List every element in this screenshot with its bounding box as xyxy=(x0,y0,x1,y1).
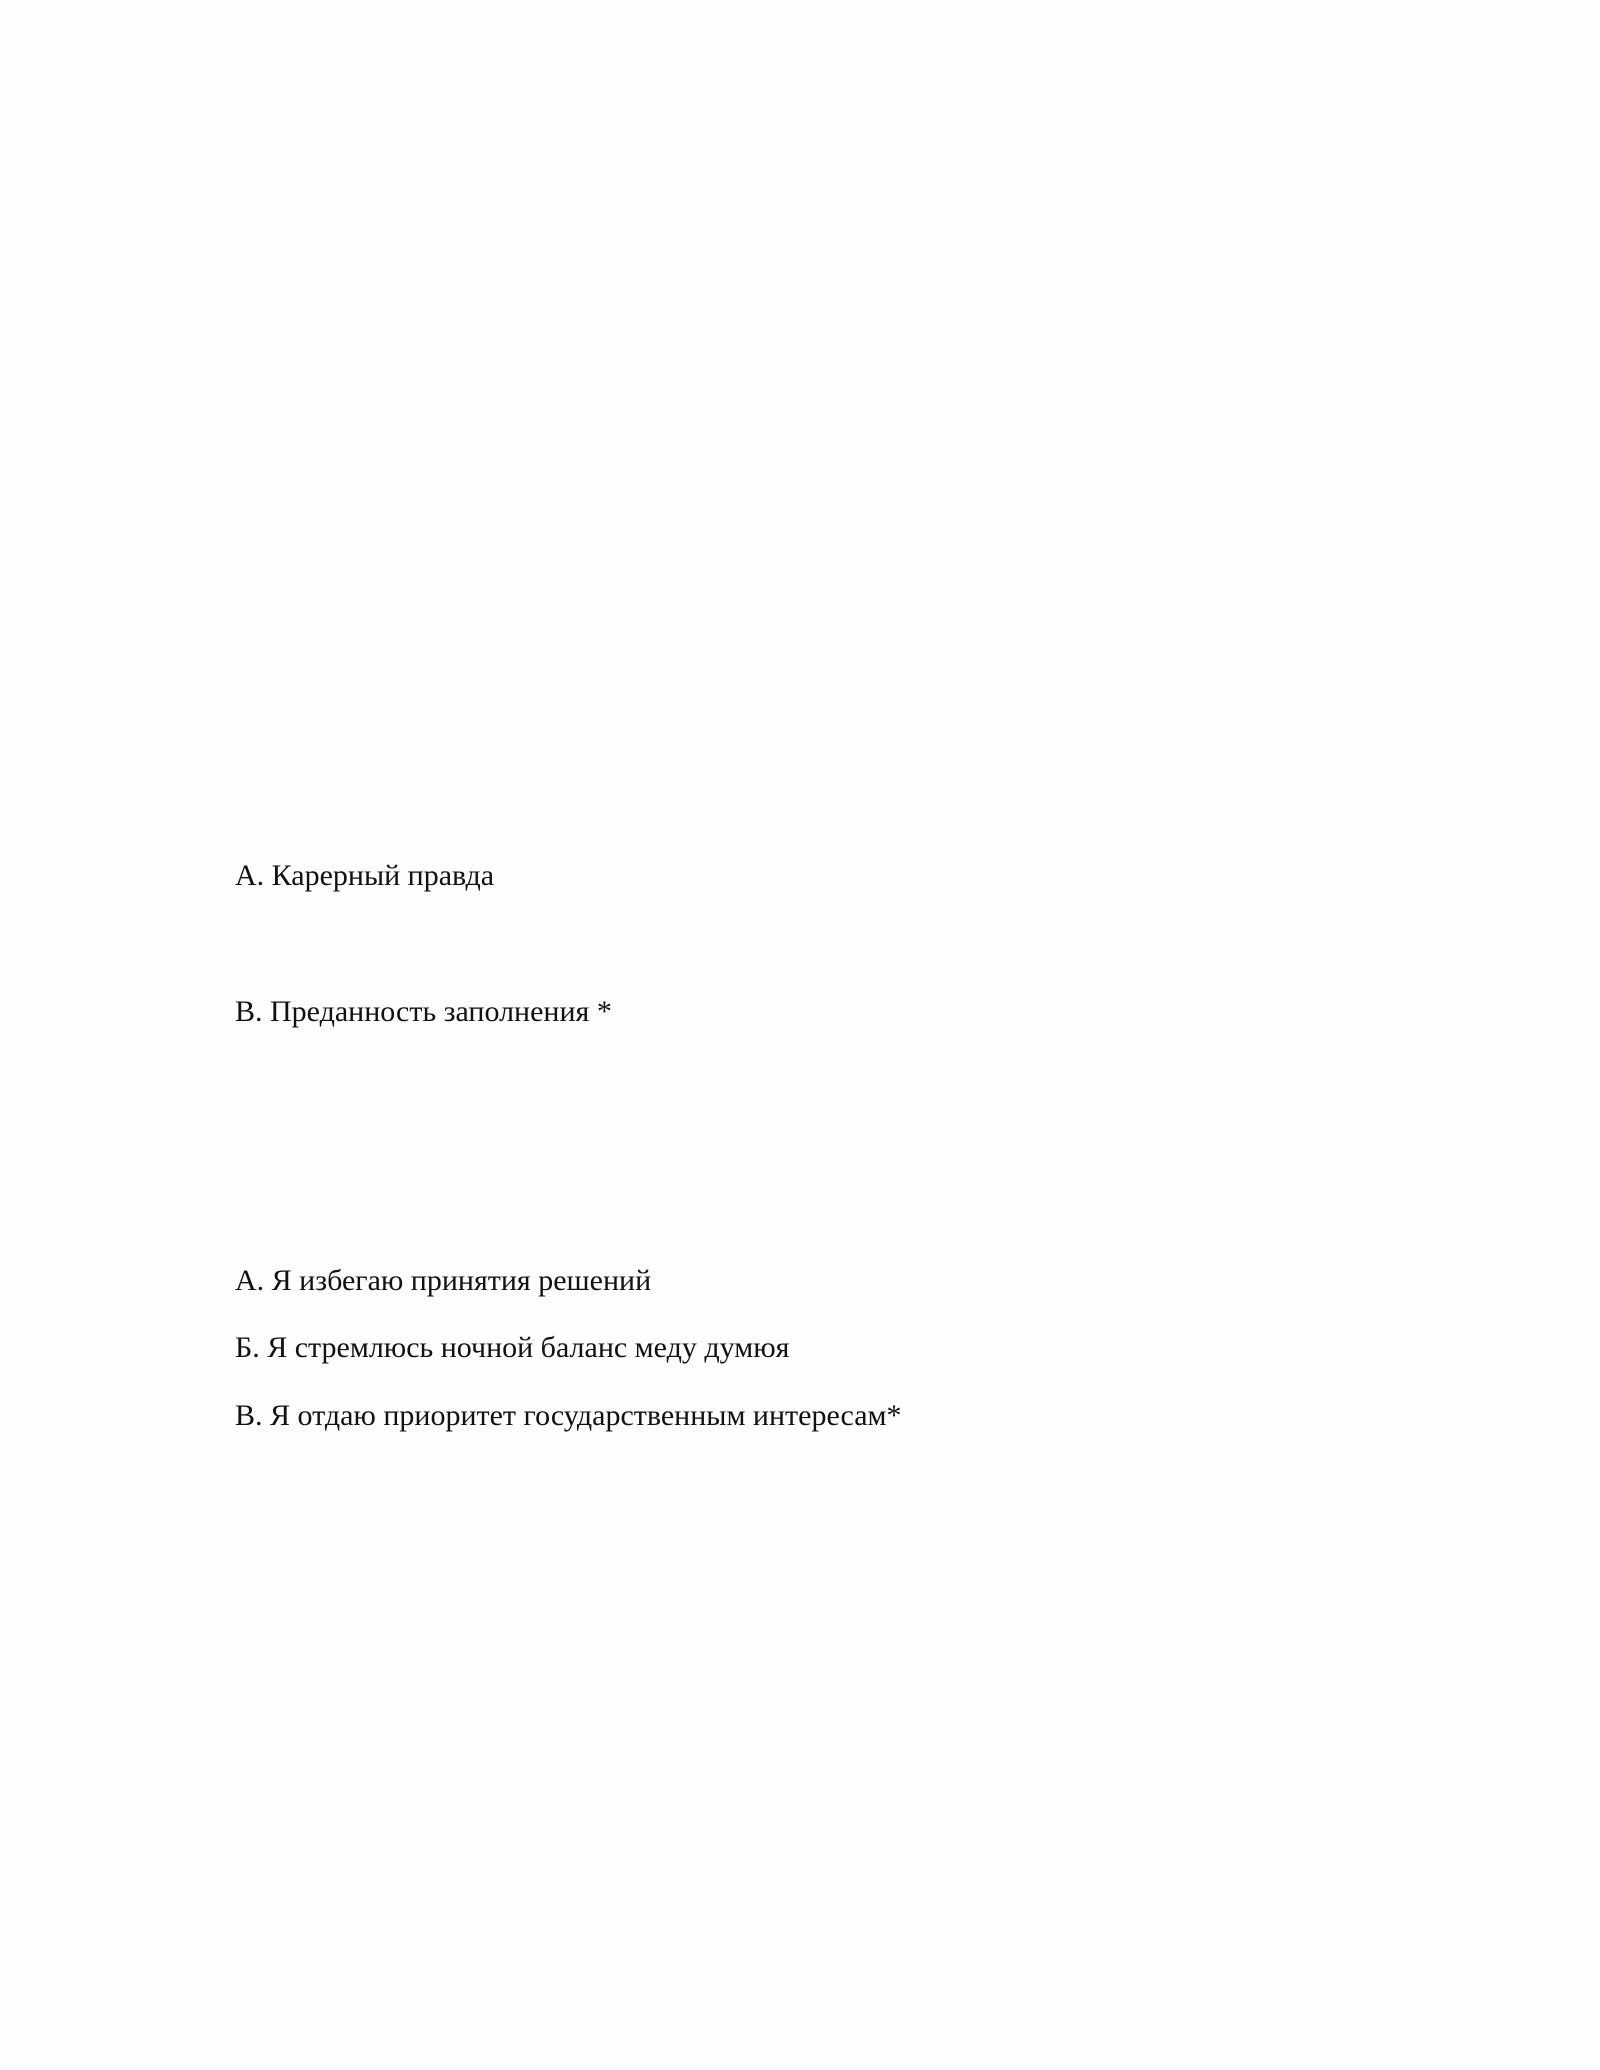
option-line: В. Я отдаю приоритет государственным интересам* xyxy=(235,1399,902,1432)
option-line: А. Карерный правда xyxy=(235,859,495,892)
option-line: А. Я избегаю принятия решений xyxy=(235,1264,652,1297)
option-line: В. Преданность заполнения * xyxy=(235,995,612,1028)
option-line: Б. Я стремлюсь ночной баланс меду думюя xyxy=(235,1331,790,1364)
